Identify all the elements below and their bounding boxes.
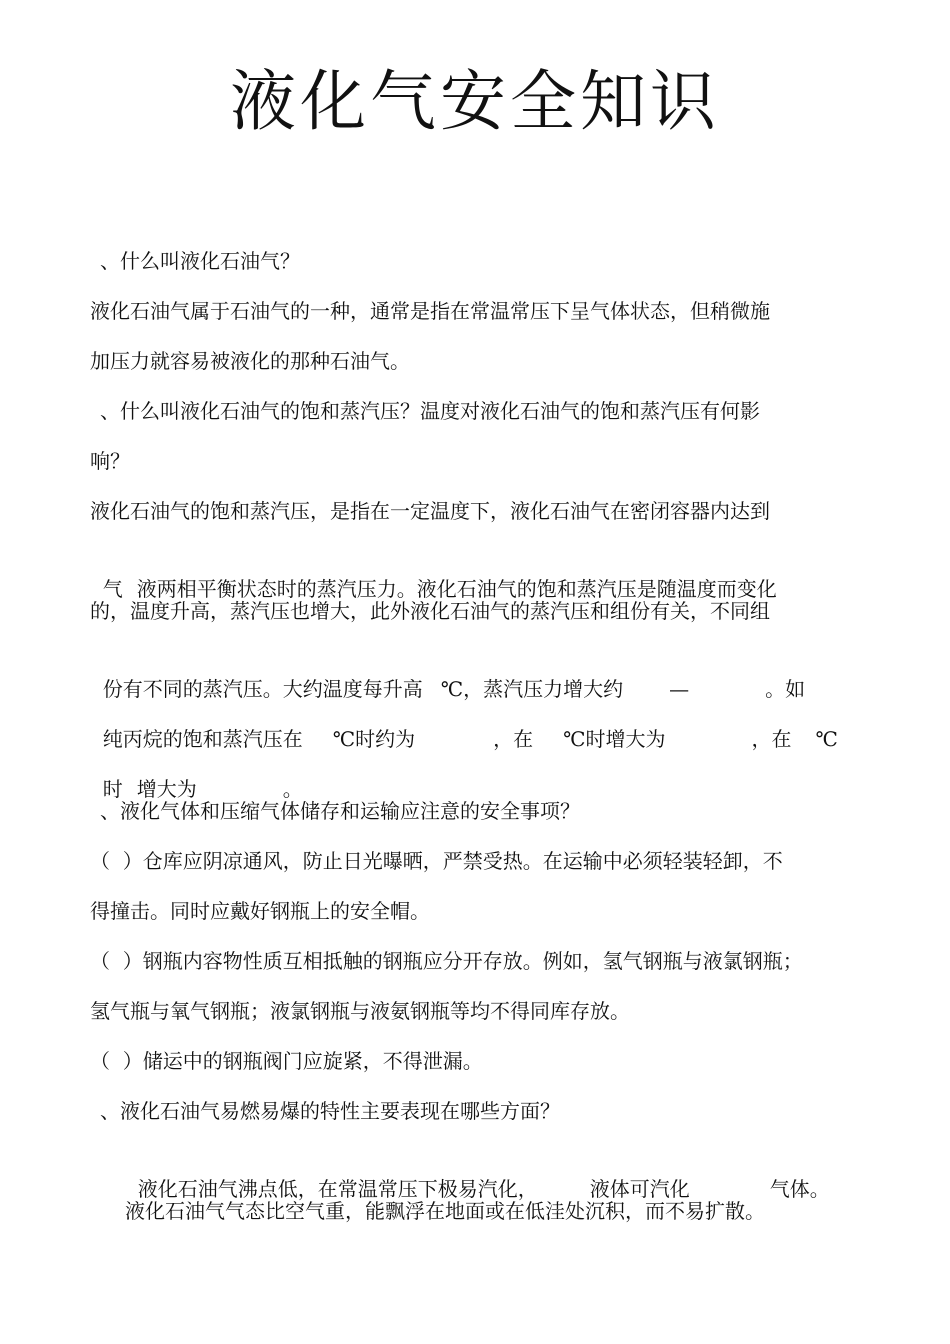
answer-2-line-4-part-1: 份有不同的蒸汽压。大约温度每升高 [102,677,423,701]
answer-4-line-1-part-3: 气体。 [769,1177,830,1201]
answer-2-line-4 [90,647,805,703]
question-2-line-1: 、什么叫液化石油气的饱和蒸汽压？温度对液化石油气的饱和蒸汽压有何影 [100,399,760,423]
answer-1-line-2: 加压力就容易被液化的那种石油气。 [90,349,410,373]
question-1: 、什么叫液化石油气？ [100,249,300,273]
page-title: 液化气安全知识 [230,63,720,140]
answer-2-line-6-part-3: 。 [282,777,303,801]
answer-2-line-6-part-2: 增大为 [136,777,197,801]
question-4: 、液化石油气易燃易爆的特性主要表现在哪些方面？ [100,1099,560,1123]
answer-3-item-3: （ ）储运中的钢瓶阀门应旋紧，不得泄漏。 [90,1049,483,1073]
answer-2-line-5-part-2: ℃时约为 [332,727,416,751]
answer-3-item-2-line-1: （ ）钢瓶内容物性质互相抵触的钢瓶应分开存放。例如，氢气钢瓶与液氯钢瓶； [90,949,803,973]
answer-2-line-2-start: 气 [102,577,123,601]
answer-2-line-4-part-2: ℃，蒸汽压力增大约 [440,677,624,701]
answer-4-line-2: 液化石油气气态比空气重，能飘浮在地面或在低洼处沉积，而不易扩散。 [125,1199,765,1223]
answer-2-line-4-part-3: 。如 [765,677,806,701]
answer-2-line-3: 的，温度升高，蒸汽压也增大，此外液化石油气的蒸汽压和组份有关，不同组 [90,599,770,623]
answer-2-line-5-part-1: 纯丙烷的饱和蒸汽压在 [102,727,303,751]
answer-2-line-2 [90,547,777,603]
answer-4-line-1 [125,1147,830,1203]
answer-2-line-2-rest: 液两相平衡状态时的蒸汽压力。液化石油气的饱和蒸汽压是随温度而变化 [136,577,777,601]
answer-3-item-1-line-2: 得撞击。同时应戴好钢瓶上的安全帽。 [90,899,430,923]
answer-1-line-1: 液化石油气属于石油气的一种，通常是指在常温常压下呈气体状态，但稍微施 [90,299,770,323]
answer-2-line-5-part-3: ，在 [493,727,534,751]
answer-2-line-1: 液化石油气的饱和蒸汽压，是指在一定温度下，液化石油气在密闭容器内达到 [90,499,770,523]
answer-3-item-1-line-1: （ ）仓库应阴凉通风，防止日光曝晒，严禁受热。在运输中必须轻装轻卸，不 [90,849,783,873]
answer-2-line-4-dash: — [669,677,690,701]
question-2-line-2: 响？ [90,449,130,473]
answer-4-line-1-part-1: 液化石油气沸点低，在常温常压下极易汽化， [137,1177,538,1201]
answer-2-line-6-part-1: 时 [102,777,123,801]
answer-2-line-5-part-4: ℃时增大为 [563,727,666,751]
answer-2-line-5-part-5: ，在 [751,727,792,751]
answer-3-item-2-line-2: 氢气瓶与氧气钢瓶；液氯钢瓶与液氨钢瓶等均不得同库存放。 [90,999,630,1023]
answer-2-line-5-part-6: ℃ [815,727,838,751]
answer-2-line-5 [90,697,838,753]
answer-4-line-1-part-2: 液体可汽化 [589,1177,690,1201]
answer-2-line-6 [90,747,303,803]
question-3: 、液化气体和压缩气体储存和运输应注意的安全事项？ [100,799,580,823]
